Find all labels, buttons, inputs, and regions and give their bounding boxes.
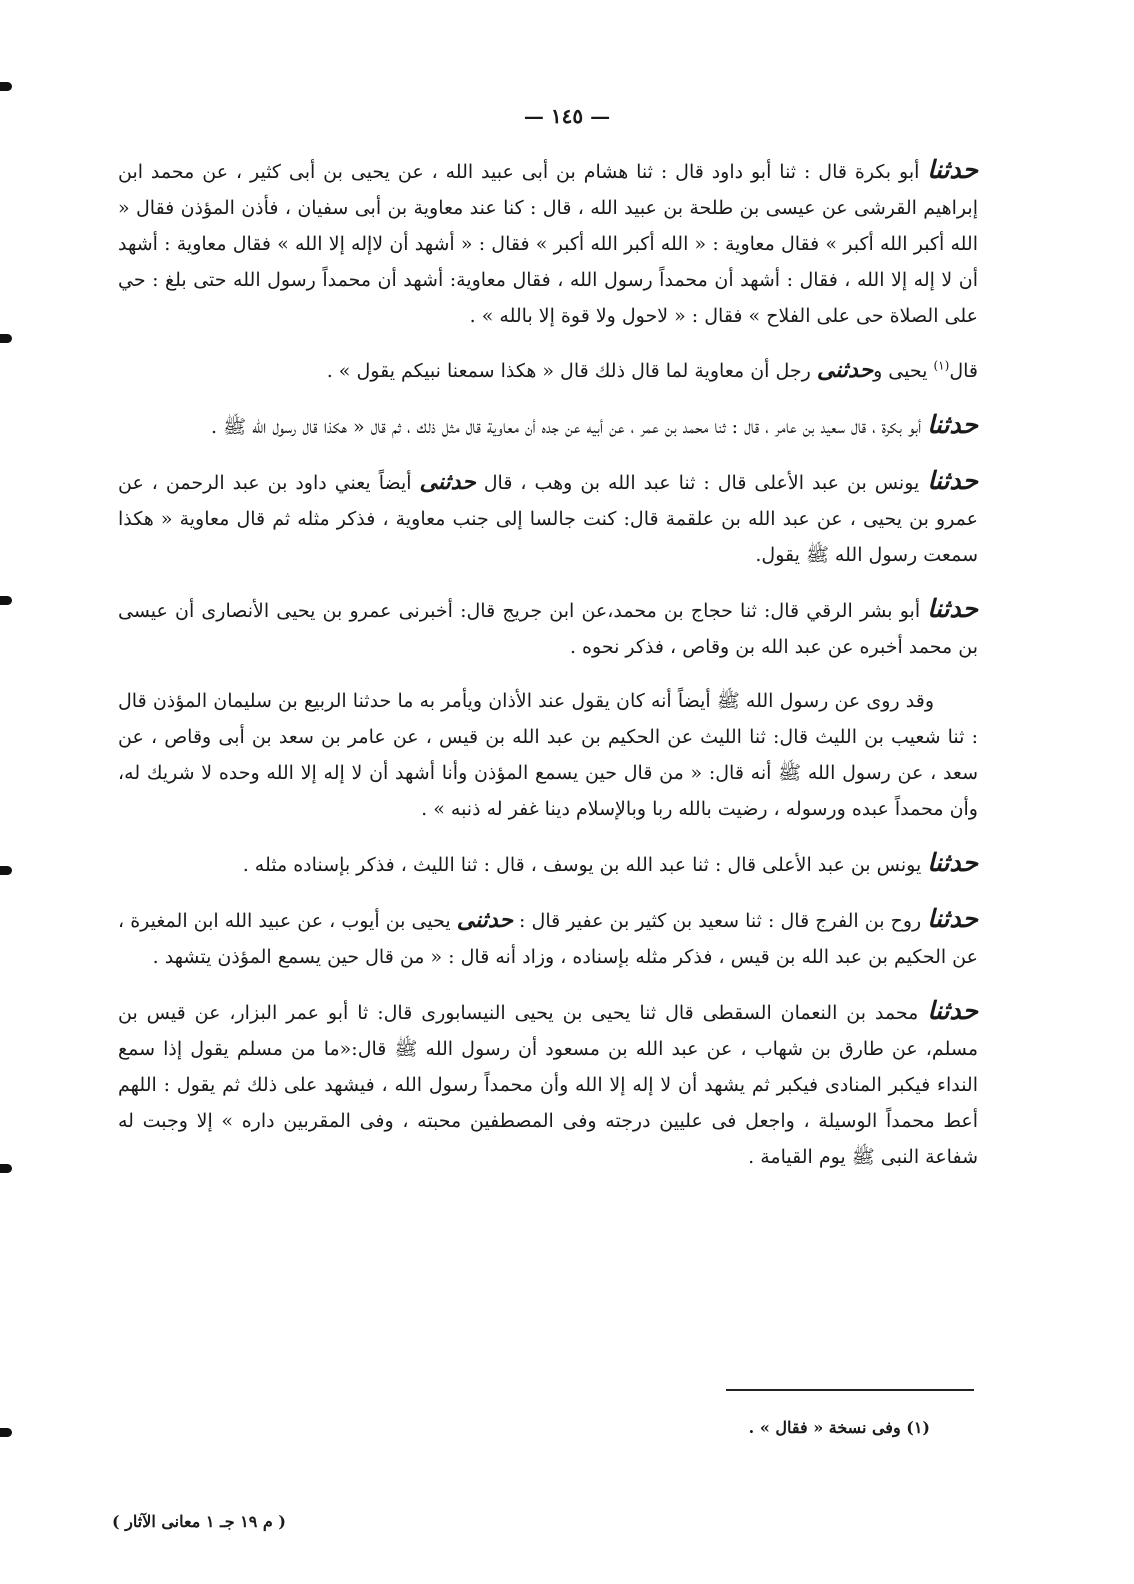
hadith-text-continued: أيضاً يعني داود بن عبد الرحمن ، عن عمرو بن يحيى ، عن عبد الله بن علقمة قال: كنت جالسا إلى جنب معاوية ، فذكر مثله ثم قال معاوية « هكذا سمعت رسول الله ﷺ يقول. <box>118 472 978 566</box>
source-reference: ( م ١٩ جـ ١ معانى الآثار ) <box>112 1512 286 1531</box>
hadith-text: أبو بشر الرقي قال: ثنا حجاج بن محمد،عن ابن جريج قال: أخبرنى عمرو بن يحيى الأنصارى أن عيسى بن محمد أخبره عن عبد الله بن وقاص ، فذكر نحوه . <box>118 600 978 658</box>
page-number: — ١٤٥ — <box>523 104 611 128</box>
hadith-paragraph <box>118 901 978 975</box>
page-body <box>118 152 978 1193</box>
hadith-text: وقد روى عن رسول الله ﷺ أيضاً أنه كان يقول عند الأذان ويأمر به ما حدثنا الربيع بن سليمان المؤذن قال : ثنا شعيب بن الليث قال: ثنا الليث عن الحكيم بن عبد الله بن قيس ، عن عامر بن سعد بن أبى وقاص ، عن سعد ، عن رسول الله ﷺ أنه قال: « من قال حين يسمع المؤذن وأنا أشهد أن لا إله إلا الله وحده لا شريك له، وأن محمداً عبده ورسوله ، رضيت بالله ربا وبالإسلام دينا غفر له ذنبه » . <box>118 690 978 820</box>
hadith-heading-secondary: حدثنى <box>419 469 476 495</box>
footnote: (١) وفى نسخة « فقال » . <box>748 1418 930 1437</box>
hadith-prefix-name: يحيى و <box>873 360 928 382</box>
hadith-text: رجل أن معاوية لما قال ذلك قال « هكذا سمعنا نبيكم يقول » . <box>326 360 811 382</box>
footnote-marker: (١) <box>933 358 950 373</box>
hadith-heading: حدثنا <box>927 594 978 623</box>
hadith-text: يونس بن عبد الأعلى قال : ثنا عبد الله بن وهب ، قال <box>483 472 920 494</box>
hadith-text: روح بن الفرج قال : ثنا سعيد بن كثير بن عفير قال : <box>519 910 922 932</box>
hadith-heading: حدثنا <box>927 996 979 1025</box>
hadith-text-continued: يحيى بن أيوب ، عن عبيد الله ابن المغيرة ، عن الحكيم بن عبد الله بن قيس ، فذكر مثله بإسناده ، وزاد أنه قال : « من قال حين يسمع المؤذن يتشهد . <box>118 910 978 968</box>
margin-mark <box>0 1428 12 1437</box>
hadith-paragraph <box>118 152 978 334</box>
hadith-heading: حدثنا <box>927 410 978 439</box>
margin-mark <box>0 82 12 91</box>
hadith-prefix: قال <box>949 360 978 382</box>
hadith-text: يونس بن عبد الأعلى قال : ثنا عبد الله بن يوسف ، قال : ثنا الليث ، فذكر بإسناده مثله . <box>242 854 922 876</box>
hadith-text: أبو بكرة قال : ثنا أبو داود قال : ثنا هشام بن أبى عبيد الله ، عن يحيى بن أبى كثير ، عن محمد ابن إبراهيم القرشى عن عيسى بن طلحة بن عبيد الله ، قال : كنا عند معاوية بن أبى سفيان ، فأذن المؤذن فقال « الله أكبر الله أكبر » فقال معاوية : « الله أكبر الله أكبر » فقال : « أشهد أن لاإله إلا الله » فقال معاوية : أشهد أن لا إله إلا الله ، فقال : أشهد أن محمداً رسول الله ، فقال معاوية: أشهد أن محمداً رسول الله حتى بلغ : حي على الصلاة حى على الفلاح » فقال : « لاحول ولا قوة إلا بالله » . <box>118 161 978 327</box>
hadith-text: أبو بكرة ، قال سعيد بن عامر ، قال : ثنا محمد بن عمر ، عن أبيه عن جده أن معاوية قال مثل ذلك ، ثم قال « هكذا قال رسول الله ﷺ . <box>211 416 922 438</box>
hadith-heading: حدثنا <box>927 466 979 495</box>
hadith-paragraph <box>118 352 978 389</box>
hadith-paragraph <box>118 993 978 1175</box>
hadith-heading-secondary: حدثنى <box>456 907 513 933</box>
hadith-paragraph <box>118 591 978 665</box>
footnote-divider <box>726 1389 974 1391</box>
hadith-heading: حدثنا <box>927 904 978 933</box>
margin-mark <box>0 334 12 343</box>
hadith-paragraph <box>118 845 978 883</box>
hadith-heading: حدثنى <box>816 357 874 383</box>
margin-mark <box>0 866 12 875</box>
hadith-paragraph <box>118 463 978 573</box>
hadith-paragraph <box>118 407 978 445</box>
hadith-heading: حدثنا <box>927 848 978 877</box>
hadith-text: محمد بن النعمان السقطى قال ثنا يحيى بن يحيى النيسابورى قال: ثا أبو عمر البزار، عن قيس بن مسلم، عن طارق بن شهاب ، عن عبد الله بن مسعود أن رسول الله ﷺ قال:«ما من مسلم يقول إذا سمع النداء فيكبر المنادى فيكبر ثم يشهد أن لا إله إلا الله وأن محمداً رسول الله ، فيشهد على ذلك ثم يقول : اللهم أعط محمداً الوسيلة ، واجعل فى عليين درجته وفى المصطفين محبته ، وفى المقربين داره » إلا وجبت له شفاعة النبى ﷺ يوم القيامة . <box>118 1002 978 1168</box>
hadith-paragraph <box>118 683 978 827</box>
margin-mark <box>0 596 12 605</box>
margin-mark <box>0 1164 12 1173</box>
hadith-heading: حدثنا <box>927 155 978 184</box>
